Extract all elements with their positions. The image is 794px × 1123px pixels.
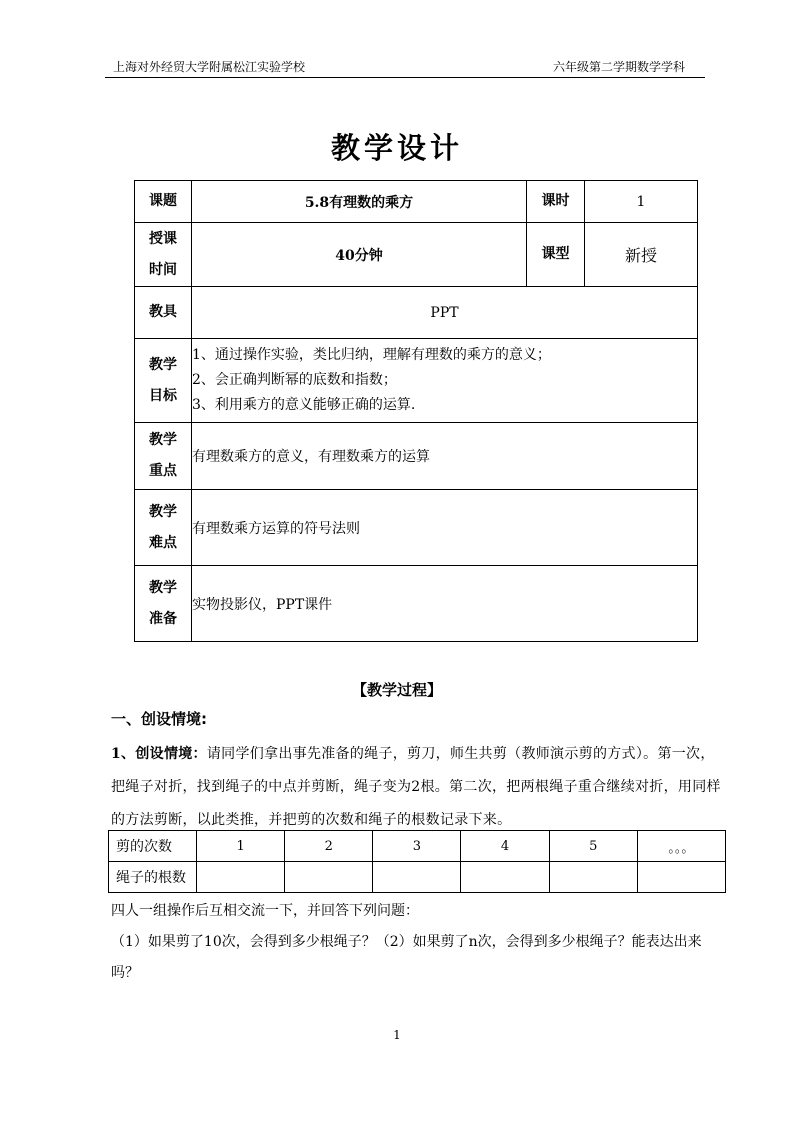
- duration-value: 40分钟: [192, 223, 527, 287]
- table-cell: [285, 862, 373, 893]
- goal-item: 1、通过操作实验，类比归纳，理解有理数的乘方的意义；: [192, 347, 551, 363]
- difficulty-label-line2: 难点: [149, 534, 177, 551]
- group-instruction: 四人一组操作后互相交流一下，并回答下列问题：: [111, 903, 419, 919]
- table-cell: [637, 862, 725, 893]
- activity-paragraph: [111, 738, 721, 837]
- document-title: 教学设计: [330, 131, 463, 165]
- table-row: [109, 831, 726, 862]
- activity-text: 请同学们拿出事先准备的绳子，剪刀，师生共剪（教师演示剪的方式）。第一次，把绳子对折，找到绳子的中点并剪断，绳子变为2根。第二次，把两根绳子重合继续对折，用同样的方法剪断，以此类推，并把剪的次数和绳子的根数记录下来。: [111, 746, 721, 828]
- table-row: [135, 423, 698, 490]
- table-cell: 5: [549, 831, 637, 862]
- duration-label: [135, 223, 192, 287]
- cut-count-label: 剪的次数: [109, 831, 197, 862]
- goal-item: 2、会正确判断幂的底数和指数；: [192, 372, 397, 388]
- table-row: [135, 339, 698, 423]
- process-title: 【教学过程】: [351, 681, 442, 699]
- page-number: 1: [393, 1028, 401, 1042]
- table-cell: 1: [197, 831, 285, 862]
- goals-label: [135, 339, 192, 423]
- header-subject: 六年级第二学期数学学科: [553, 60, 686, 74]
- table-cell: 3: [373, 831, 461, 862]
- table-row: [135, 181, 698, 223]
- table-cell: [549, 862, 637, 893]
- table-row: [135, 490, 698, 566]
- type-label: 课型: [527, 223, 585, 287]
- topic-label: 课题: [135, 181, 192, 223]
- table-cell: 4: [461, 831, 549, 862]
- duration-label-line2: 时间: [149, 261, 177, 278]
- periods-label: 课时: [527, 181, 585, 223]
- table-row: [135, 566, 698, 642]
- table-row: [109, 862, 726, 893]
- goal-item: 3、利用乘方的意义能够正确的运算.: [192, 397, 416, 413]
- cuts-record-table: [108, 830, 726, 893]
- table-cell: 。。。: [637, 831, 725, 862]
- table-cell: [461, 862, 549, 893]
- duration-label-line1: 授课: [149, 230, 177, 247]
- type-value: 新授: [585, 223, 698, 287]
- section-heading: 一、创设情境:: [111, 710, 207, 728]
- table-cell: [373, 862, 461, 893]
- tools-value: PPT: [192, 287, 698, 339]
- questions-text: （1）如果剪了10次，会得到多少根绳子？（2）如果剪了n次，会得到多少根绳子？能表达出来吗？: [111, 934, 702, 981]
- table-row: [135, 223, 698, 287]
- table-cell: 2: [285, 831, 373, 862]
- header-rule: [105, 77, 705, 78]
- rope-count-label: 绳子的根数: [109, 862, 197, 893]
- goals-label-line2: 目标: [149, 387, 177, 404]
- key-label-line2: 重点: [149, 463, 177, 479]
- preparation-value: 实物投影仪，PPT课件: [192, 566, 698, 642]
- key-label-line1: 教学: [149, 432, 177, 448]
- key-points-label: [135, 423, 192, 490]
- tools-label: 教具: [135, 287, 192, 339]
- table-row: [135, 287, 698, 339]
- topic-value: 5.8有理数的乘方: [192, 181, 527, 223]
- activity-label: 1、创设情境：: [111, 746, 207, 762]
- goals-list: [192, 339, 698, 423]
- periods-value: 1: [585, 181, 698, 223]
- difficulty-label: [135, 490, 192, 566]
- header-school: 上海对外经贸大学附属松江实验学校: [113, 60, 306, 74]
- table-cell: [197, 862, 285, 893]
- key-points-value: 有理数乘方的意义，有理数乘方的运算: [192, 423, 698, 490]
- goals-label-line1: 教学: [149, 356, 177, 373]
- lesson-info-table: [134, 180, 698, 642]
- difficulty-label-line1: 教学: [149, 503, 177, 520]
- prep-label-line2: 准备: [149, 610, 177, 627]
- preparation-label: [135, 566, 192, 642]
- difficulty-value: 有理数乘方运算的符号法则: [192, 490, 698, 566]
- prep-label-line1: 教学: [149, 579, 177, 596]
